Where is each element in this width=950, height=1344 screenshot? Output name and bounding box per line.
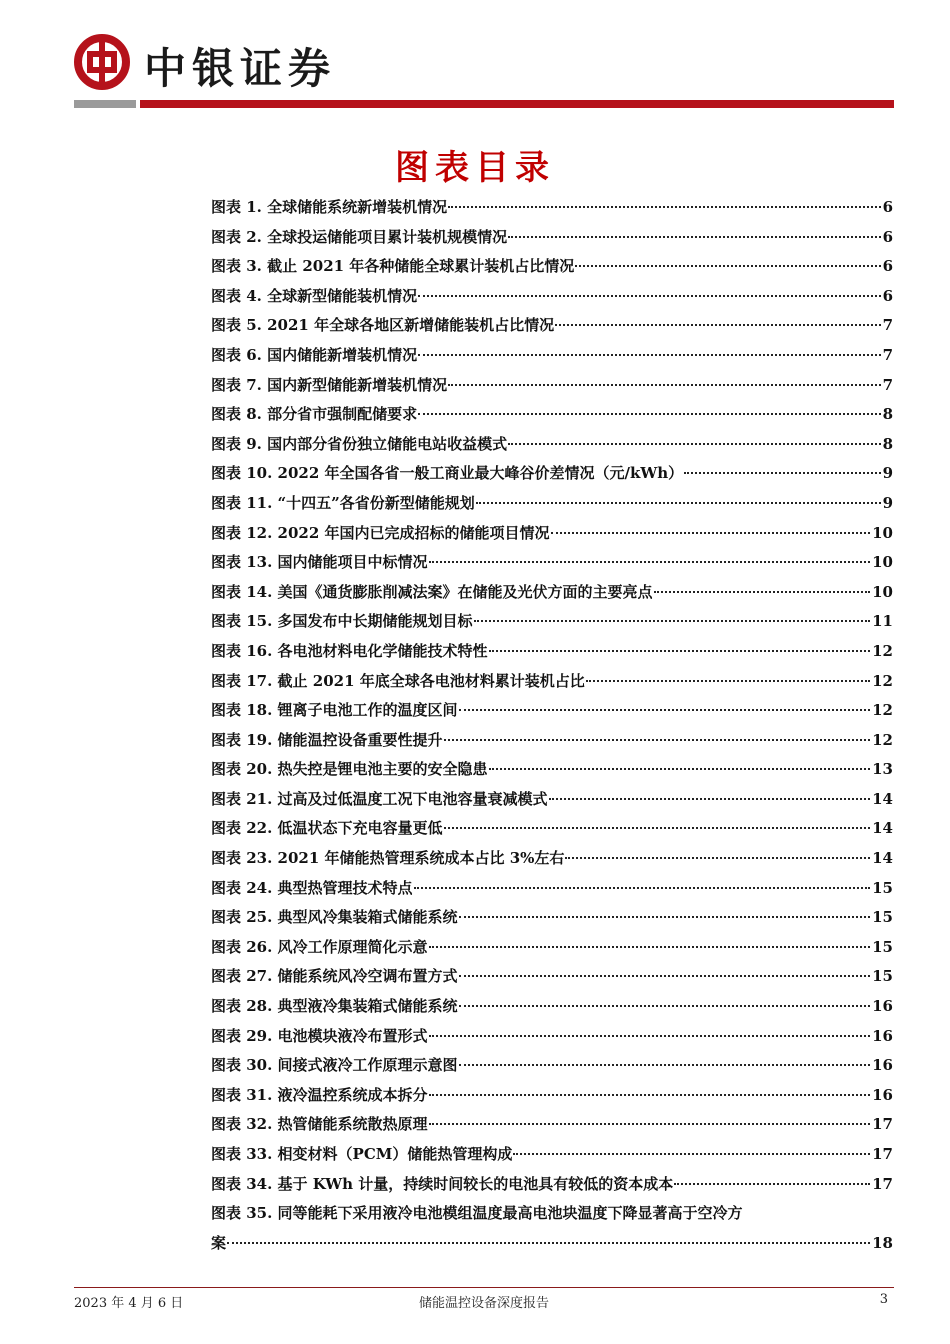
toc-entry[interactable]	[211, 578, 893, 608]
toc-entry[interactable]	[211, 193, 893, 223]
toc-entry-label: 图表 3. 截止 2021 年各种储能全球累计装机占比情况	[211, 257, 575, 276]
toc-leader-dots	[418, 295, 880, 297]
toc-leader-dots	[459, 709, 871, 711]
toc-entry-page: 18	[872, 1233, 893, 1252]
toc-entry[interactable]	[211, 459, 893, 489]
toc-entry[interactable]	[211, 667, 893, 697]
toc-entry-page: 17	[872, 1145, 893, 1163]
footer-date: 2023 年 4 月 6 日	[74, 1296, 184, 1311]
toc-entry[interactable]	[211, 696, 893, 726]
toc-entry-page: 6	[882, 227, 893, 246]
toc-entry-page: 14	[872, 819, 893, 838]
toc-entry-page: 7	[882, 345, 893, 364]
toc-entry[interactable]	[211, 962, 893, 992]
toc-entry-label: 图表 33. 相变材料（PCM）储能热管理构成	[211, 1145, 513, 1163]
toc-entry[interactable]	[211, 311, 893, 341]
header-rule-red	[140, 100, 894, 108]
toc-leader-dots	[565, 857, 870, 859]
toc-leader-dots	[684, 472, 880, 474]
toc-entry-label: 图表 31. 液冷温控系统成本拆分	[211, 1085, 428, 1104]
toc-leader-dots	[448, 206, 880, 208]
toc-entry[interactable]	[211, 755, 893, 785]
toc-entry[interactable]	[211, 430, 893, 460]
toc-entry-label: 图表 30. 间接式液冷工作原理示意图	[211, 1056, 458, 1075]
toc-entry[interactable]	[211, 1199, 893, 1258]
toc-entry[interactable]	[211, 607, 893, 637]
toc-entry-label: 图表 14. 美国《通货膨胀削减法案》在储能及光伏方面的主要亮点	[211, 582, 653, 601]
toc-entry[interactable]	[211, 252, 893, 282]
toc-entry-page: 16	[872, 1026, 893, 1045]
toc-entry-page: 17	[872, 1174, 893, 1193]
toc-leader-dots	[575, 265, 880, 267]
toc-entry-page: 7	[882, 316, 893, 335]
toc-entry[interactable]	[211, 785, 893, 815]
toc-entry[interactable]	[211, 282, 893, 312]
footer-page-number: 3	[879, 1292, 888, 1307]
toc-leader-dots	[459, 975, 871, 977]
toc-entry-label: 图表 32. 热管储能系统散热原理	[211, 1115, 428, 1134]
toc-title: 图表目录	[395, 148, 555, 188]
toc-entry-page: 17	[872, 1115, 893, 1134]
toc-entry-label: 图表 35. 同等能耗下采用液冷电池模组温度最高电池块温度下降显著高于空冷方	[211, 1204, 743, 1223]
toc-entry[interactable]	[211, 400, 893, 430]
toc-entry-page: 15	[872, 967, 893, 986]
toc-leader-dots	[459, 1064, 871, 1066]
toc-entry-label: 图表 27. 储能系统风冷空调布置方式	[211, 967, 458, 986]
toc-entry-page: 10	[872, 553, 893, 572]
toc-entry-continuation	[211, 1229, 893, 1259]
toc-entry-page: 13	[872, 760, 893, 779]
bank-of-china-logo-icon	[74, 34, 130, 90]
toc-leader-dots	[429, 561, 871, 563]
toc-entry[interactable]	[211, 1140, 893, 1170]
toc-entry-label: 图表 5. 2021 年全球各地区新增储能装机占比情况	[211, 316, 555, 335]
toc-entry[interactable]	[211, 874, 893, 904]
toc-entry-label: 图表 18. 锂离子电池工作的温度区间	[211, 701, 458, 720]
toc-entry[interactable]	[211, 341, 893, 371]
toc-leader-dots	[513, 1153, 870, 1155]
toc-entry-label: 图表 17. 截止 2021 年底全球各电池材料累计装机占比	[211, 671, 585, 690]
toc-leader-dots	[429, 1123, 871, 1125]
toc-leader-dots	[654, 591, 871, 593]
toc-leader-dots	[227, 1242, 870, 1244]
toc-entry[interactable]	[211, 548, 893, 578]
toc-entry[interactable]	[211, 844, 893, 874]
toc-entry-label: 图表 11. “十四五”各省份新型储能规划	[211, 493, 475, 512]
toc-entry-page: 12	[872, 641, 893, 660]
toc-entry-page: 10	[872, 523, 893, 542]
toc-entry[interactable]	[211, 1022, 893, 1052]
toc-entry-page: 15	[872, 878, 893, 897]
toc-leader-dots	[489, 768, 871, 770]
toc-entry-page: 6	[882, 257, 893, 276]
toc-entry-page: 6	[882, 198, 893, 216]
toc-entry[interactable]	[211, 1110, 893, 1140]
toc-entry[interactable]	[211, 489, 893, 519]
toc-entry[interactable]	[211, 637, 893, 667]
toc-entry[interactable]	[211, 519, 893, 549]
toc-entry-label: 图表 1. 全球储能系统新增装机情况	[211, 198, 448, 216]
toc-leader-dots	[508, 443, 880, 445]
toc-entry-label: 图表 9. 国内部分省份独立储能电站收益模式	[211, 434, 508, 453]
toc-entry-label: 图表 22. 低温状态下充电容量更低	[211, 819, 443, 838]
toc-entry-label: 图表 13. 国内储能项目中标情况	[211, 553, 428, 572]
toc-entry-page: 6	[882, 286, 893, 305]
toc-entry-label: 图表 21. 过高及过低温度工况下电池容量衰减模式	[211, 789, 548, 808]
toc-entry-page: 16	[872, 997, 893, 1016]
toc-leader-dots	[444, 739, 871, 741]
toc-entry-label: 图表 15. 多国发布中长期储能规划目标	[211, 612, 473, 631]
header-rule-gray	[74, 100, 136, 108]
toc-entry-label: 图表 6. 国内储能新增装机情况	[211, 345, 418, 364]
toc-entry-label: 图表 7. 国内新型储能新增装机情况	[211, 375, 448, 394]
toc-entry[interactable]	[211, 933, 893, 963]
toc-leader-dots	[549, 798, 871, 800]
toc-leader-dots	[444, 827, 871, 829]
toc-entry-page: 16	[872, 1056, 893, 1075]
brand-name: 中银证券	[144, 44, 337, 93]
toc-entry-page: 12	[872, 671, 893, 690]
toc-entry-label: 图表 23. 2021 年储能热管理系统成本占比 3%左右	[211, 849, 565, 868]
toc-leader-dots	[414, 887, 871, 889]
toc-entry[interactable]	[211, 992, 893, 1022]
toc-leader-dots	[459, 916, 871, 918]
toc-leader-dots	[429, 1094, 871, 1096]
toc-entry[interactable]	[211, 814, 893, 844]
toc-entry[interactable]	[211, 1081, 893, 1111]
toc-entry-page: 15	[872, 937, 893, 956]
toc-entry[interactable]	[211, 1170, 893, 1200]
toc-entry-label: 图表 28. 典型液冷集装箱式储能系统	[211, 997, 458, 1016]
toc-leader-dots	[418, 354, 880, 356]
toc-entry-page: 9	[882, 464, 893, 483]
toc-entry-page: 14	[872, 849, 893, 868]
table-of-figures	[211, 193, 893, 1258]
toc-entry-page: 9	[882, 493, 893, 512]
toc-entry-page: 12	[872, 701, 893, 720]
toc-leader-dots	[448, 384, 880, 386]
toc-entry-page: 7	[882, 375, 893, 394]
toc-entry-label: 图表 19. 储能温控设备重要性提升	[211, 730, 443, 749]
toc-leader-dots	[489, 650, 871, 652]
footer-rule	[74, 1287, 894, 1288]
toc-leader-dots	[551, 532, 871, 534]
toc-leader-dots	[555, 324, 880, 326]
toc-entry-page: 10	[872, 582, 893, 601]
toc-leader-dots	[418, 413, 880, 415]
toc-entry[interactable]	[211, 223, 893, 253]
toc-entry-page: 15	[872, 908, 893, 927]
footer-report-title: 储能温控设备深度报告	[418, 1296, 549, 1311]
toc-leader-dots	[459, 1005, 871, 1007]
toc-entry[interactable]	[211, 1051, 893, 1081]
toc-leader-dots	[429, 946, 871, 948]
toc-entry-label-cont: 案	[211, 1233, 227, 1252]
toc-leader-dots	[474, 620, 871, 622]
toc-entry-label: 图表 16. 各电池材料电化学储能技术特性	[211, 641, 488, 660]
toc-entry-label: 图表 25. 典型风冷集装箱式储能系统	[211, 908, 458, 927]
toc-entry-page: 8	[882, 434, 893, 453]
toc-leader-dots	[429, 1035, 871, 1037]
toc-leader-dots	[476, 502, 881, 504]
toc-entry-page: 16	[872, 1085, 893, 1104]
page-header	[74, 34, 894, 110]
toc-entry[interactable]	[211, 903, 893, 933]
toc-entry-page: 8	[882, 405, 893, 424]
toc-entry-label: 图表 24. 典型热管理技术特点	[211, 878, 413, 897]
toc-entry[interactable]	[211, 726, 893, 756]
toc-entry-label: 图表 34. 基于 KWh 计量，持续时间较长的电池具有较低的资本成本	[211, 1174, 674, 1193]
toc-entry-label: 图表 26. 风冷工作原理简化示意	[211, 937, 428, 956]
toc-entry-page: 11	[872, 612, 893, 631]
toc-entry-page: 12	[872, 730, 893, 749]
toc-entry-label: 图表 12. 2022 年国内已完成招标的储能项目情况	[211, 523, 550, 542]
toc-entry-label: 图表 29. 电池模块液冷布置形式	[211, 1026, 428, 1045]
toc-leader-dots	[508, 236, 880, 238]
toc-leader-dots	[674, 1183, 870, 1185]
toc-entry-label: 图表 20. 热失控是锂电池主要的安全隐患	[211, 760, 488, 779]
toc-leader-dots	[586, 680, 870, 682]
toc-entry[interactable]	[211, 371, 893, 401]
toc-entry-label: 图表 8. 部分省市强制配储要求	[211, 405, 418, 424]
toc-entry-label: 图表 10. 2022 年全国各省一般工商业最大峰谷价差情况（元/kWh）	[211, 464, 684, 483]
toc-entry-label: 图表 4. 全球新型储能装机情况	[211, 286, 418, 305]
toc-entry-page: 14	[872, 789, 893, 808]
toc-entry-label: 图表 2. 全球投运储能项目累计装机规模情况	[211, 227, 508, 246]
